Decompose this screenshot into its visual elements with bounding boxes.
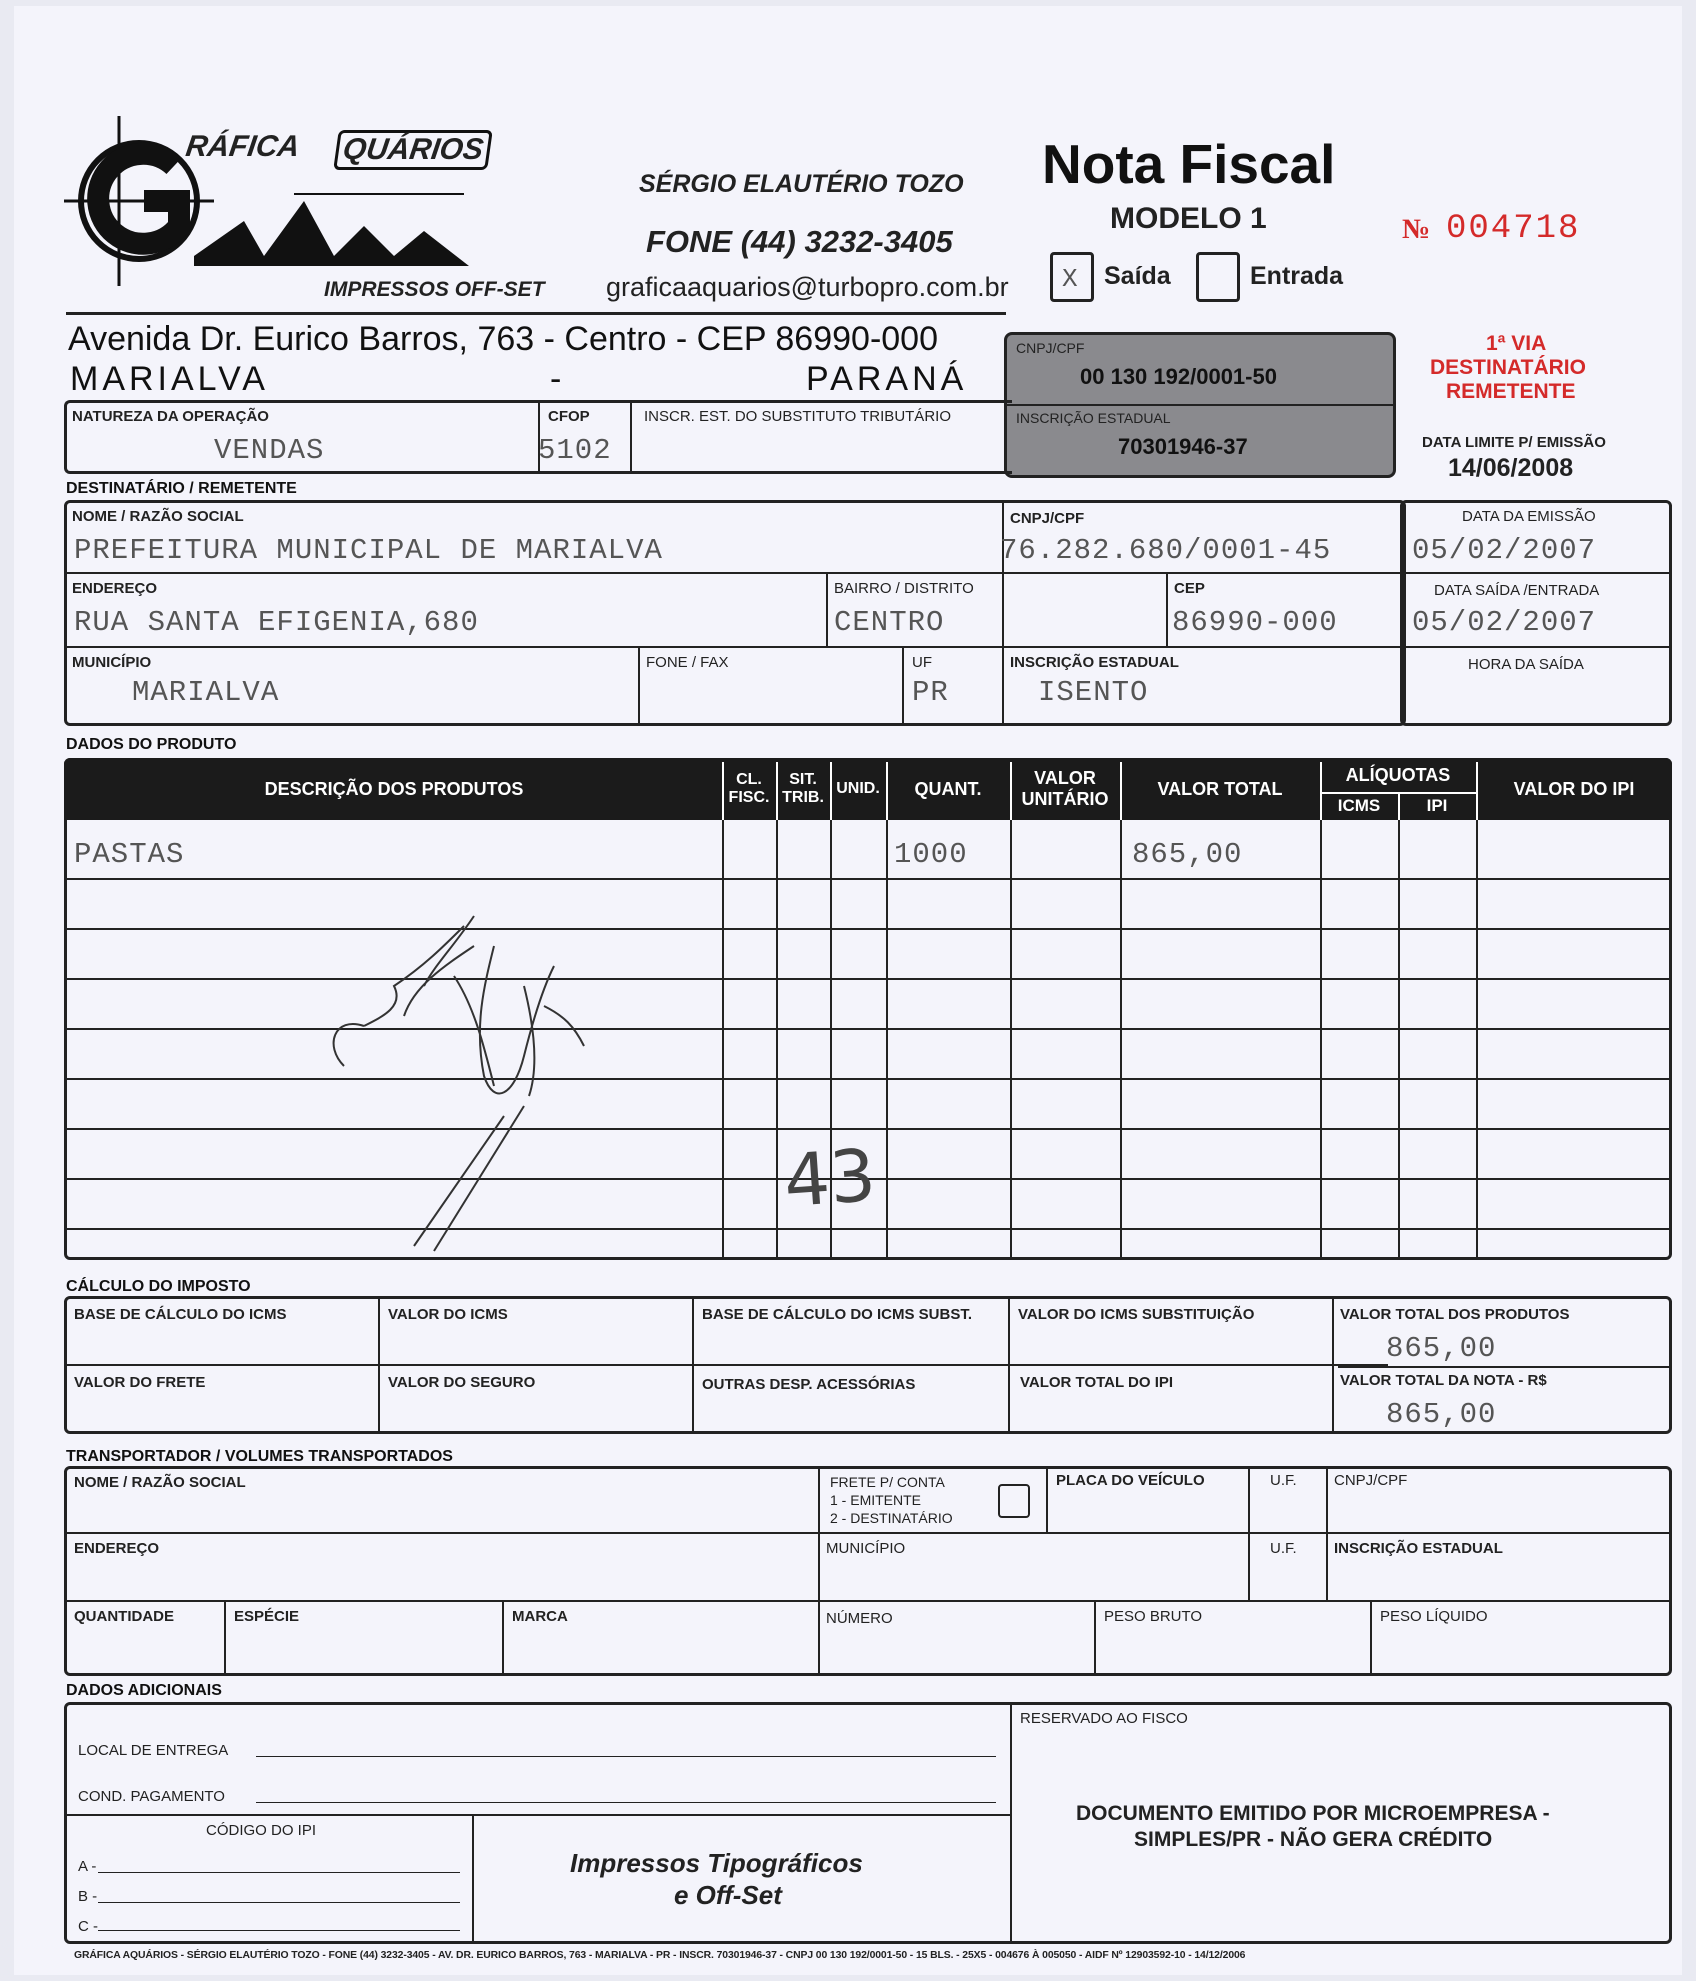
th-sep-7 bbox=[1320, 762, 1322, 820]
td-line-9 bbox=[1476, 820, 1478, 1260]
subst-label: INSCR. EST. DO SUBSTITUTO TRIBUTÁRIO bbox=[644, 408, 951, 425]
print-footer: GRÁFICA AQUÁRIOS - SÉRGIO ELAUTÉRIO TOZO - FONE (44) 3232-3405 - AV. DR. EURICO BARROS, 763 - MARIALVA - PR - INSCR. 70301946-37 - CNPJ 00 130 192/0001-50 - 15 BLS. - 25X5 - 004676 À 005050 - AIDF Nº 12903592-10 - 14/12/2006 bbox=[74, 1950, 1246, 1961]
recipient-row-1 bbox=[64, 572, 1406, 574]
tr-line-6 bbox=[64, 1128, 1672, 1130]
tax-col-1 bbox=[378, 1296, 380, 1434]
frete-conta-label-3: 2 - DESTINATÁRIO bbox=[830, 1510, 953, 1526]
issuer-box-divider bbox=[1004, 404, 1396, 406]
outras-label: OUTRAS DESP. ACESSÓRIAS bbox=[702, 1376, 916, 1393]
recipient-uf: PR bbox=[912, 676, 949, 709]
via-line-3: REMETENTE bbox=[1446, 380, 1576, 403]
th-icms: ICMS bbox=[1337, 796, 1381, 816]
td-line-6 bbox=[1120, 820, 1122, 1260]
recipient-bairro-label: BAIRRO / DISTRITO bbox=[834, 580, 974, 597]
fisco-label: RESERVADO AO FISCO bbox=[1020, 1710, 1188, 1727]
emissao-date: 05/02/2007 bbox=[1412, 534, 1597, 567]
recipient-fone-label: FONE / FAX bbox=[646, 654, 729, 671]
local-entrega-label: LOCAL DE ENTREGA bbox=[78, 1742, 229, 1759]
th-aliquotas: ALÍQUOTAS bbox=[1345, 764, 1451, 785]
total-ipi-label: VALOR TOTAL DO IPI bbox=[1020, 1374, 1174, 1391]
td-line-8 bbox=[1398, 820, 1400, 1260]
recipient-section-title: DESTINATÁRIO / REMETENTE bbox=[66, 480, 297, 497]
base-icms-label: BASE DE CÁLCULO DO ICMS bbox=[74, 1306, 287, 1323]
recipient-bairro: CENTRO bbox=[834, 606, 945, 639]
th-sep-8 bbox=[1398, 792, 1400, 820]
base-subst-label: BASE DE CÁLCULO DO ICMS SUBST. bbox=[702, 1306, 973, 1323]
tr-line-8 bbox=[64, 1228, 1672, 1230]
transport-col-especie bbox=[224, 1600, 226, 1676]
recipient-cnpj: 76.282.680/0001-45 bbox=[1000, 534, 1332, 567]
saida-date-label: DATA SAÍDA /ENTRADA bbox=[1434, 582, 1600, 599]
additional-col-divider bbox=[1010, 1702, 1012, 1944]
transport-col-uf bbox=[1248, 1466, 1250, 1600]
recipient-col-cep bbox=[1166, 572, 1168, 646]
transport-cnpj-label: CNPJ/CPF bbox=[1334, 1472, 1408, 1489]
frete-conta-checkbox[interactable] bbox=[998, 1484, 1030, 1518]
number-prefix: № bbox=[1402, 214, 1431, 245]
transport-col-placa bbox=[1046, 1466, 1048, 1532]
transport-section-title: TRANSPORTADOR / VOLUMES TRANSPORTADOS bbox=[66, 1448, 453, 1465]
recipient-cnpj-label: CNPJ/CPF bbox=[1010, 510, 1085, 527]
transport-row-1 bbox=[64, 1532, 1672, 1534]
recipient-ie-label: INSCRIÇÃO ESTADUAL bbox=[1010, 654, 1179, 671]
via-line-1: 1ª VIA bbox=[1486, 332, 1547, 355]
ipi-code-divider bbox=[472, 1814, 474, 1944]
company-state: PARANÁ bbox=[806, 360, 968, 398]
company-city: MARIALVA bbox=[70, 360, 269, 398]
natureza-label: NATUREZA DA OPERAÇÃO bbox=[72, 408, 269, 425]
recipient-cep-label: CEP bbox=[1174, 580, 1205, 597]
tr-line-2 bbox=[64, 928, 1672, 930]
logo-subtitle: IMPRESSOS OFF-SET bbox=[324, 278, 545, 301]
issuer-ie: 70301946-37 bbox=[1118, 434, 1248, 459]
th-sep-6 bbox=[1120, 762, 1122, 820]
recipient-address-label: ENDEREÇO bbox=[72, 580, 158, 597]
ipi-code-label: CÓDIGO DO IPI bbox=[206, 1822, 317, 1839]
peso-bruto-label: PESO BRUTO bbox=[1104, 1608, 1203, 1625]
cond-pagamento-line[interactable] bbox=[256, 1802, 996, 1803]
logo-text-left: RÁFICA bbox=[183, 130, 302, 163]
tr-line-4 bbox=[64, 1028, 1672, 1030]
entrada-checkbox[interactable] bbox=[1196, 252, 1240, 302]
th-sep-5 bbox=[1010, 762, 1012, 820]
td-line-1 bbox=[722, 820, 724, 1260]
ipi-code-c-line[interactable] bbox=[98, 1930, 460, 1931]
transport-ie-label: INSCRIÇÃO ESTADUAL bbox=[1334, 1540, 1503, 1557]
th-sittrib: SIT. TRIB. bbox=[782, 770, 824, 806]
th-quant: QUANT. bbox=[914, 778, 982, 799]
th-vunit: VALOR UNITÁRIO bbox=[1021, 768, 1109, 809]
ipi-code-a-line[interactable] bbox=[98, 1872, 460, 1873]
handwritten-note: 43 bbox=[781, 1132, 879, 1224]
th-sep-9 bbox=[1476, 762, 1478, 820]
th-sep-4 bbox=[886, 762, 888, 820]
products-section-title: DADOS DO PRODUTO bbox=[66, 736, 237, 753]
numero-label: NÚMERO bbox=[826, 1610, 893, 1627]
cfop-label: CFOP bbox=[548, 408, 590, 425]
dates-row-1 bbox=[1400, 572, 1672, 574]
tax-row-divider-right bbox=[1338, 1366, 1672, 1368]
transport-uf-label: U.F. bbox=[1270, 1472, 1297, 1489]
tr-line-1 bbox=[64, 878, 1672, 880]
hora-label: HORA DA SAÍDA bbox=[1468, 656, 1584, 673]
operation-div-2 bbox=[630, 400, 632, 474]
th-unid: UNID. bbox=[836, 779, 880, 797]
product-vtotal: 865,00 bbox=[1132, 838, 1243, 871]
impressos-line-2: e Off-Set bbox=[674, 1880, 782, 1910]
recipient-col-bairro bbox=[826, 572, 828, 646]
document-number: 004718 bbox=[1446, 210, 1581, 248]
placa-label: PLACA DO VEÍCULO bbox=[1056, 1472, 1205, 1489]
frete-label: VALOR DO FRETE bbox=[74, 1374, 206, 1391]
recipient-name: PREFEITURA MUNICIPAL DE MARIALVA bbox=[74, 534, 663, 567]
recipient-col-uf bbox=[902, 646, 904, 726]
frete-conta-label-1: FRETE P/ CONTA bbox=[830, 1474, 945, 1490]
total-prod-label: VALOR TOTAL DOS PRODUTOS bbox=[1340, 1306, 1570, 1323]
issuer-cnpj-label: CNPJ/CPF bbox=[1016, 340, 1085, 356]
th-valor-ipi: VALOR DO IPI bbox=[1513, 778, 1635, 799]
entrada-label: Entrada bbox=[1250, 262, 1344, 290]
microempresa-notice-1: DOCUMENTO EMITIDO POR MICROEMPRESA - bbox=[1076, 1802, 1550, 1825]
handwritten-signature bbox=[324, 906, 644, 1256]
tax-col-2 bbox=[692, 1296, 694, 1434]
ipi-code-c: C - bbox=[78, 1918, 98, 1935]
cond-pagamento-label: COND. PAGAMENTO bbox=[78, 1788, 225, 1805]
emissao-label: DATA DA EMISSÃO bbox=[1462, 508, 1596, 525]
recipient-ie: ISENTO bbox=[1038, 676, 1149, 709]
recipient-uf-label: UF bbox=[912, 654, 932, 671]
marca-label: MARCA bbox=[512, 1608, 568, 1625]
td-line-4 bbox=[886, 820, 888, 1260]
product-quant: 1000 bbox=[894, 838, 968, 871]
tax-col-4 bbox=[1332, 1296, 1334, 1434]
impressos-line-1: Impressos Tipográficos bbox=[570, 1848, 863, 1878]
tr-line-3 bbox=[64, 978, 1672, 980]
th-ipi: IPI bbox=[1426, 796, 1448, 816]
recipient-row-2 bbox=[64, 646, 1406, 648]
total-prod-value: 865,00 bbox=[1386, 1332, 1497, 1365]
company-email: graficaaquarios@turbopro.com.br bbox=[606, 272, 1009, 302]
transport-municipio-label: MUNICÍPIO bbox=[826, 1540, 906, 1557]
via-line-2: DESTINATÁRIO bbox=[1430, 356, 1586, 379]
transport-endereco-label: ENDEREÇO bbox=[74, 1540, 160, 1557]
seguro-label: VALOR DO SEGURO bbox=[388, 1374, 536, 1391]
company-phone: FONE (44) 3232-3405 bbox=[646, 224, 953, 259]
ipi-code-a: A - bbox=[78, 1858, 97, 1875]
transport-uf2-label: U.F. bbox=[1270, 1540, 1297, 1557]
th-sep-1 bbox=[722, 762, 724, 820]
issuer-ie-label: INSCRIÇÃO ESTADUAL bbox=[1016, 410, 1171, 426]
dates-row-2 bbox=[1400, 646, 1672, 648]
transport-col-peso-bruto bbox=[1094, 1600, 1096, 1676]
th-sep-2 bbox=[776, 762, 778, 820]
tax-row-divider bbox=[64, 1364, 1388, 1366]
td-line-2 bbox=[776, 820, 778, 1260]
ipi-code-b: B - bbox=[78, 1888, 98, 1905]
especie-label: ESPÉCIE bbox=[234, 1608, 300, 1625]
document-model: MODELO 1 bbox=[1110, 202, 1267, 235]
th-sep-h bbox=[1320, 792, 1476, 794]
tax-section-title: CÁLCULO DO IMPOSTO bbox=[66, 1278, 251, 1295]
additional-row-divider bbox=[64, 1814, 1010, 1816]
peso-liquido-label: PESO LÍQUIDO bbox=[1380, 1608, 1488, 1625]
recipient-name-label: NOME / RAZÃO SOCIAL bbox=[72, 508, 244, 525]
recipient-municipio: MARIALVA bbox=[132, 676, 280, 709]
cfop-value: 5102 bbox=[538, 434, 612, 467]
document-title: Nota Fiscal bbox=[1042, 133, 1336, 195]
logo-text-right: QUÁRIOS bbox=[333, 130, 493, 170]
city-dash: - bbox=[550, 360, 562, 398]
recipient-municipio-label: MUNICÍPIO bbox=[72, 654, 152, 671]
th-vtotal: VALOR TOTAL bbox=[1157, 778, 1283, 799]
product-desc: PASTAS bbox=[74, 838, 185, 871]
quantidade-label: QUANTIDADE bbox=[74, 1608, 174, 1625]
additional-section-title: DADOS ADICIONAIS bbox=[66, 1682, 222, 1699]
recipient-col-fone bbox=[638, 646, 640, 726]
header-divider bbox=[66, 312, 1006, 315]
valor-subst-label: VALOR DO ICMS SUBSTITUIÇÃO bbox=[1018, 1306, 1255, 1323]
owner-name: SÉRGIO ELAUTÉRIO TOZO bbox=[639, 170, 964, 198]
issuer-cnpj: 00 130 192/0001-50 bbox=[1080, 364, 1277, 389]
transport-col-marca bbox=[502, 1600, 504, 1676]
tr-line-5 bbox=[64, 1078, 1672, 1080]
valor-icms-label: VALOR DO ICMS bbox=[388, 1306, 508, 1323]
company-address: Avenida Dr. Eurico Barros, 763 - Centro - CEP 86990-000 bbox=[68, 320, 938, 358]
saida-date: 05/02/2007 bbox=[1412, 606, 1597, 639]
recipient-cep: 86990-000 bbox=[1172, 606, 1338, 639]
local-entrega-line[interactable] bbox=[256, 1756, 996, 1757]
recipient-address: RUA SANTA EFIGENIA,680 bbox=[74, 606, 479, 639]
th-sep-3 bbox=[830, 762, 832, 820]
saida-check-mark: X bbox=[1062, 264, 1078, 294]
th-desc: DESCRIÇÃO DOS PRODUTOS bbox=[264, 778, 524, 799]
limit-date-label: DATA LIMITE P/ EMISSÃO bbox=[1422, 434, 1606, 451]
ipi-code-b-line[interactable] bbox=[98, 1902, 460, 1903]
saida-label: Saída bbox=[1104, 262, 1171, 290]
transport-row-2 bbox=[64, 1600, 1672, 1602]
transport-col-peso-liquido bbox=[1370, 1600, 1372, 1676]
natureza-value: VENDAS bbox=[214, 434, 325, 467]
limit-date: 14/06/2008 bbox=[1448, 454, 1574, 482]
frete-conta-label-2: 1 - EMITENTE bbox=[830, 1492, 922, 1508]
total-nota-value: 865,00 bbox=[1386, 1398, 1497, 1431]
tax-col-3 bbox=[1008, 1296, 1010, 1434]
transport-col-cnpj bbox=[1326, 1466, 1328, 1600]
td-line-7 bbox=[1320, 820, 1322, 1260]
total-nota-label: VALOR TOTAL DA NOTA - R$ bbox=[1340, 1372, 1547, 1389]
nota-fiscal-page bbox=[14, 6, 1682, 1975]
th-clfisc: CL. FISC. bbox=[728, 770, 770, 806]
transport-name-label: NOME / RAZÃO SOCIAL bbox=[74, 1474, 246, 1491]
td-line-5 bbox=[1010, 820, 1012, 1260]
transport-col-frete bbox=[818, 1466, 820, 1676]
microempresa-notice-2: SIMPLES/PR - NÃO GERA CRÉDITO bbox=[1134, 1828, 1493, 1851]
